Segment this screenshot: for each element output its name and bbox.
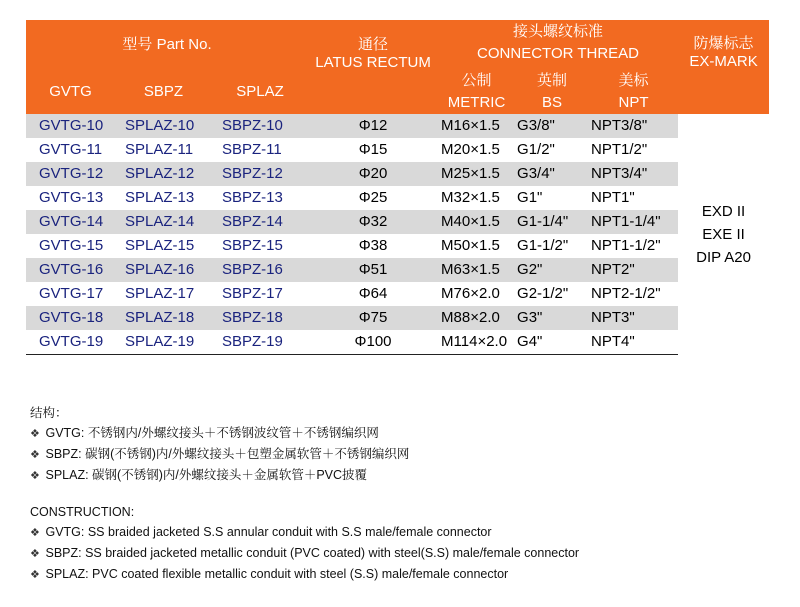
construction-en-item bbox=[30, 522, 579, 543]
metric-header bbox=[438, 69, 515, 114]
structure-cn-title: 结构： bbox=[30, 406, 68, 420]
exmark-en-label: EX-MARK bbox=[689, 53, 758, 70]
diamond-bullet-icon: ❖ bbox=[30, 449, 40, 461]
model-group-header bbox=[26, 20, 308, 69]
structure-cn-text: GVTG: 不锈钢内/外螺纹接头＋不锈钢波纹管＋不锈钢编织网 bbox=[45, 426, 379, 440]
splaz-header: SPLAZ bbox=[212, 69, 308, 114]
sbpz-cell: SBPZ-13 bbox=[222, 189, 283, 206]
diameter-cell: Φ64 bbox=[358, 285, 388, 302]
bs-cell: G1/2" bbox=[517, 141, 555, 158]
table-row bbox=[26, 282, 769, 306]
metric-cell: M40×1.5 bbox=[438, 210, 515, 234]
splaz-cell: SPLAZ-12 bbox=[115, 162, 212, 186]
metric-cell: M76×2.0 bbox=[441, 285, 500, 302]
sbpz-cell: SBPZ-12 bbox=[212, 162, 308, 186]
gvtg-header: GVTG bbox=[26, 69, 115, 114]
splaz-cell: SPLAZ-11 bbox=[125, 141, 194, 158]
table-row bbox=[26, 330, 769, 355]
splaz-cell: SPLAZ-19 bbox=[115, 330, 212, 355]
diamond-bullet-icon: ❖ bbox=[30, 470, 40, 482]
gvtg-cell: GVTG-17 bbox=[39, 285, 104, 302]
splaz-cell: SPLAZ-10 bbox=[115, 114, 212, 138]
npt-cell: NPT1" bbox=[591, 189, 635, 206]
table-row bbox=[26, 138, 769, 162]
exmark-cell bbox=[678, 114, 769, 355]
bs-header bbox=[515, 69, 589, 114]
splaz-cell: SPLAZ-15 bbox=[125, 237, 195, 254]
diamond-bullet-icon: ❖ bbox=[30, 548, 40, 560]
construction-en-item bbox=[30, 543, 579, 564]
metric-cell: M63×1.5 bbox=[438, 258, 515, 282]
gvtg-cell: GVTG-12 bbox=[26, 162, 115, 186]
metric-cn-label: 公制 bbox=[461, 71, 492, 89]
construction-en-item bbox=[30, 564, 579, 585]
gvtg-cell: GVTG-14 bbox=[26, 210, 115, 234]
npt-cell: NPT2-1/2" bbox=[591, 285, 661, 302]
sbpz-cell: SBPZ-11 bbox=[222, 141, 282, 158]
exmark-line-1: EXD II bbox=[701, 202, 746, 220]
gvtg-cell: GVTG-19 bbox=[26, 330, 115, 355]
sbpz-cell: SBPZ-17 bbox=[222, 285, 283, 302]
diamond-bullet-icon: ❖ bbox=[30, 527, 40, 539]
header-row-top bbox=[26, 20, 769, 69]
metric-cell: M88×2.0 bbox=[438, 306, 515, 330]
diameter-cell: Φ12 bbox=[308, 114, 438, 138]
bs-cell: G3/8" bbox=[515, 114, 589, 138]
diameter-cell: Φ75 bbox=[308, 306, 438, 330]
splaz-cell: SPLAZ-16 bbox=[115, 258, 212, 282]
npt-cn-label: 美标 bbox=[618, 71, 649, 89]
npt-en-label: NPT bbox=[618, 93, 649, 111]
npt-cell: NPT3/4" bbox=[589, 162, 678, 186]
bs-cell: G3" bbox=[515, 306, 589, 330]
gvtg-cell: GVTG-11 bbox=[39, 141, 103, 158]
splaz-cell: SPLAZ-13 bbox=[125, 189, 195, 206]
diameter-cell: Φ100 bbox=[308, 330, 438, 355]
bs-en-label: BS bbox=[542, 93, 563, 111]
metric-cell: M32×1.5 bbox=[441, 189, 500, 206]
table-row bbox=[26, 234, 769, 258]
bs-cell: G2-1/2" bbox=[517, 285, 569, 302]
npt-cell: NPT1-1/4" bbox=[589, 210, 678, 234]
table-row bbox=[26, 186, 769, 210]
construction-en-title: CONSTRUCTION: bbox=[30, 505, 135, 519]
latus-header bbox=[308, 20, 438, 114]
gvtg-cell: GVTG-13 bbox=[39, 189, 104, 206]
metric-cell: M20×1.5 bbox=[441, 141, 500, 158]
bs-cell: G1" bbox=[517, 189, 543, 206]
exmark-header bbox=[678, 20, 769, 114]
sbpz-cell: SBPZ-15 bbox=[222, 237, 283, 254]
npt-header bbox=[589, 69, 678, 114]
diameter-cell: Φ20 bbox=[308, 162, 438, 186]
structure-cn-item bbox=[30, 423, 409, 444]
sbpz-cell: SBPZ-16 bbox=[212, 258, 308, 282]
splaz-cell: SPLAZ-17 bbox=[125, 285, 195, 302]
table-row bbox=[26, 258, 769, 282]
structure-cn-item bbox=[30, 444, 409, 465]
sbpz-cell: SBPZ-10 bbox=[212, 114, 308, 138]
diameter-cell: Φ32 bbox=[308, 210, 438, 234]
connector-spec-table bbox=[26, 20, 769, 355]
table-row bbox=[26, 114, 769, 138]
diameter-cell: Φ25 bbox=[358, 189, 388, 206]
bs-cell: G1-1/2" bbox=[517, 237, 569, 254]
bs-cell: G3/4" bbox=[515, 162, 589, 186]
structure-cn-text: SBPZ: 碳钢(不锈钢)内/外螺纹接头＋包塑金属软管＋不锈钢编织网 bbox=[45, 447, 410, 461]
structure-cn-text: SPLAZ: 碳钢(不锈钢)内/外螺纹接头＋金属软管＋PVC披覆 bbox=[45, 468, 368, 482]
metric-cell: M16×1.5 bbox=[438, 114, 515, 138]
construction-en-text: SPLAZ: PVC coated flexible metallic conduit with steel (S.S) male/female connector bbox=[45, 567, 509, 581]
exmark-cn-label: 防爆标志 bbox=[693, 35, 754, 52]
diamond-bullet-icon: ❖ bbox=[30, 428, 40, 440]
npt-cell: NPT3/8" bbox=[589, 114, 678, 138]
exmark-line-2: EXE II bbox=[702, 225, 745, 243]
bs-cell: G4" bbox=[515, 330, 589, 355]
table-row bbox=[26, 162, 769, 186]
structure-cn-item bbox=[30, 465, 409, 486]
diamond-bullet-icon: ❖ bbox=[30, 569, 40, 581]
latus-en-label: LATUS RECTUM bbox=[315, 54, 431, 71]
table-row bbox=[26, 210, 769, 234]
metric-en-label: METRIC bbox=[447, 93, 506, 111]
sbpz-cell: SBPZ-14 bbox=[212, 210, 308, 234]
thread-en-label: CONNECTOR THREAD bbox=[477, 45, 640, 62]
npt-cell: NPT2" bbox=[589, 258, 678, 282]
sbpz-header: SBPZ bbox=[115, 69, 212, 114]
npt-cell: NPT1-1/2" bbox=[591, 237, 661, 254]
exmark-line-3: DIP A20 bbox=[696, 248, 751, 266]
splaz-cell: SPLAZ-18 bbox=[115, 306, 212, 330]
model-group-label: 型号 Part No. bbox=[122, 35, 212, 53]
metric-cell: M50×1.5 bbox=[441, 237, 500, 254]
construction-en-text: GVTG: SS braided jacketed S.S annular conduit with S.S male/female connector bbox=[45, 525, 492, 539]
structure-cn-section bbox=[30, 403, 409, 486]
table-row bbox=[26, 306, 769, 330]
diameter-cell: Φ38 bbox=[358, 237, 388, 254]
gvtg-cell: GVTG-10 bbox=[26, 114, 115, 138]
metric-cell: M25×1.5 bbox=[438, 162, 515, 186]
sbpz-cell: SBPZ-18 bbox=[212, 306, 308, 330]
metric-cell: M114×2.0 bbox=[438, 330, 515, 355]
npt-cell: NPT1/2" bbox=[591, 141, 648, 158]
npt-cell: NPT4" bbox=[589, 330, 678, 355]
construction-en-section bbox=[30, 502, 579, 585]
gvtg-cell: GVTG-16 bbox=[26, 258, 115, 282]
bs-cn-label: 英制 bbox=[537, 71, 568, 89]
thread-header bbox=[438, 20, 678, 69]
npt-cell: NPT3" bbox=[589, 306, 678, 330]
bs-cell: G1-1/4" bbox=[515, 210, 589, 234]
diameter-cell: Φ51 bbox=[308, 258, 438, 282]
gvtg-cell: GVTG-15 bbox=[39, 237, 104, 254]
diameter-cell: Φ15 bbox=[358, 141, 388, 158]
latus-cn-label: 通径 bbox=[358, 36, 389, 53]
sbpz-cell: SBPZ-19 bbox=[212, 330, 308, 355]
construction-en-text: SBPZ: SS braided jacketed metallic conduit (PVC coated) with steel(S.S) male/female connector bbox=[45, 546, 580, 560]
gvtg-cell: GVTG-18 bbox=[26, 306, 115, 330]
thread-cn-label: 接头螺纹标准 bbox=[513, 23, 604, 40]
bs-cell: G2" bbox=[515, 258, 589, 282]
splaz-cell: SPLAZ-14 bbox=[115, 210, 212, 234]
